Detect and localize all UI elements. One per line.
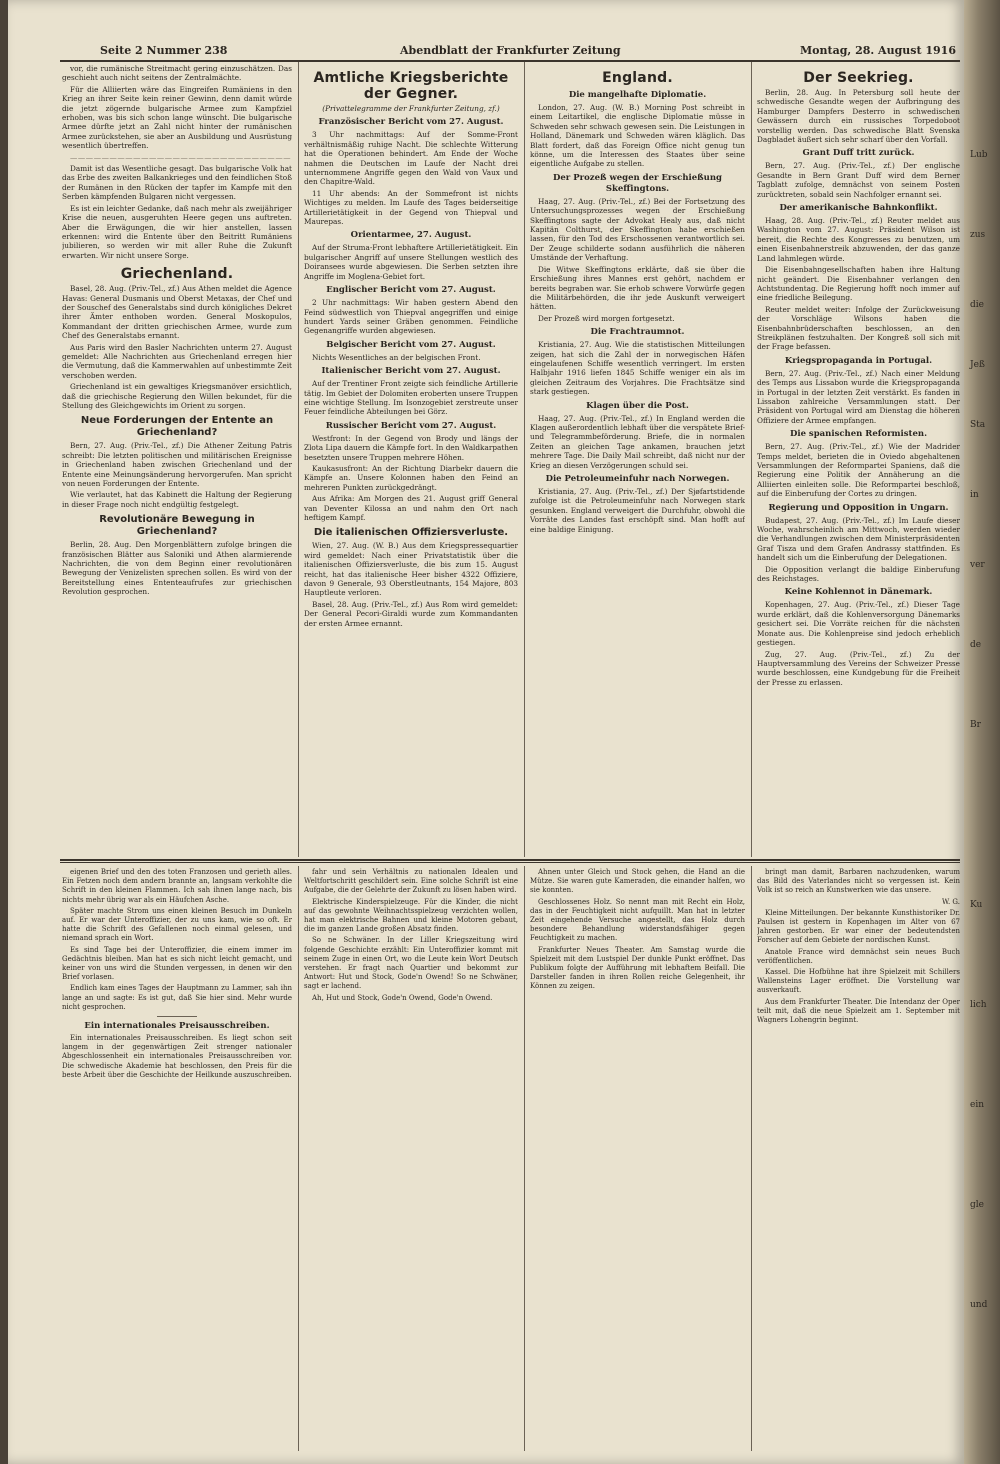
edge-text: ver <box>970 560 985 570</box>
article-paragraph: Es ist ein leichter Gedanke, daß nach mehr als zweijähriger Krise die neuen, ausgeruhten Heere gegen uns auftreten. Aber die Erwägungen, die wir hier anstellen, lassen erkennen: wird die Entente über den Beitritt Rumäniens jubilieren, so werden wir mit aller Ruhe die Zukunft erwarten. Wir nicht unsere Sorge. <box>62 203 292 260</box>
feuilleton-column-2 <box>304 868 518 1450</box>
header-rule <box>60 60 960 62</box>
article-paragraph: Wie verlautet, hat das Kabinett die Haltung der Regierung in dieser Frage noch nicht endgültig festgelegt. <box>62 490 292 509</box>
article-paragraph: Westfront: In der Gegend von Brody und längs der Zlota Lipa dauern die Kämpfe fort. In den Waldkarpathen besetzten unsere Truppen mehrere Höhen. <box>304 433 518 462</box>
feuilleton-paragraph: Anatole France wird demnächst sein neues Buch veröffentlichen. <box>757 947 960 965</box>
article-paragraph: Zug, 27. Aug. (Priv.-Tel., zf.) Zu der Hauptversammlung des Vereins der Schweizer Presse wurde beschlossen, eine Kundgebung für die Freiheit der Presse zu erlassen. <box>757 649 960 687</box>
article-paragraph: Für die Alliierten wäre das Eingreifen Rumäniens in den Krieg an ihrer Seite kein reiner Gewinn, denn damit würde die jetzt zögernde bulgarische Armee zum Kampfziel erhoben, was bis sich schon lange wünscht. Die bulgarische Armee dürfte jetzt an Zahl nicht hinter der rumänischen Armee zurückstehen, sie aber an Ausbildung und Ausrüstung wesentlich übertreffen. <box>62 84 292 151</box>
column-divider <box>524 62 525 857</box>
column-divider <box>298 62 299 857</box>
column-divider <box>751 62 752 857</box>
edge-text: ein <box>970 1100 985 1110</box>
feuilleton-column-3 <box>530 868 745 1450</box>
edge-text: zus <box>970 230 986 240</box>
article-paragraph: Bern, 27. Aug. (Priv.-Tel., zf.) Wie der Madrider Temps meldet, berieten die in Oviedo abgehaltenen Versammlungen der Reformpartei Spaniens, daß die Regierung eine Politik der Annäherung an die Alliierten einleiten solle. Die Reformpartei beschloß, auf die Einberufung der Cortes zu dringen. <box>757 442 960 499</box>
article-paragraph: ———————————————————————————— <box>70 152 292 162</box>
edge-text: Ku <box>970 900 983 910</box>
feuilleton-paragraph: Ein internationales Preisausschreiben. Es liegt schon seit langem in der gegenwärtigen Zeit strenger nationaler Abgeschlossenheit ein internationales Preisausschreiben vor. Die schwedische Akademie hat beschlossen, den Preis für die beste Arbeit über die Geschichte der Heilkunde auszuschreiben. <box>62 1034 292 1079</box>
edge-text: de <box>970 640 982 650</box>
article-paragraph: 11 Uhr abends: An der Sommefront ist nichts Wichtiges zu melden. Im Laufe des Tages beiderseitige Artillerietätigkeit in der Gegend von Thiepval und Maurepas. <box>304 188 518 227</box>
article-paragraph: Haag, 27. Aug. (Priv.-Tel., zf.) In England werden die Klagen außerordentlich lebhaft über die verspätete Brief- und Telegrammbeförderung. Briefe, die in normalen Zeiten an gleichen Tage ankamen, brauchen jetzt mehrere Tage. Die Daily Mail schreibt, daß nicht nur der Krieg an diesen Verzögerungen schuld sei. <box>530 413 745 470</box>
column-divider <box>751 866 752 1451</box>
article-paragraph: Basel, 28. Aug. (Priv.-Tel., zf.) Aus Athen meldet die Agence Havas: General Dusmanis und Oberst Metaxas, der Chef und der Souschef des Generalstabs sind durch königliches Dekret ihrer Ämter enthoben worden. General Moskopulos, Kommandant der dritten griechischen Armee, wurde zum Chef des Generalstabs ernannt. <box>62 284 292 341</box>
newspaper-page <box>8 0 964 1464</box>
section-heading: Die Petroleumeinfuhr nach Norwegen. <box>545 474 730 484</box>
issue-date: Montag, 28. August 1916 <box>800 44 956 57</box>
section-heading: Der Prozeß wegen der Erschießung Skeffingtons. <box>553 172 722 194</box>
article-paragraph: Haag, 28. Aug. (Priv.-Tel., zf.) Reuter meldet aus Washington vom 27. August: Präsident Wilson ist bereit, die Rechte des Kongresses zu benutzen, um einen Eisenbahnerstreik abzuwenden, der das ganze Land lahmlegen würde. <box>757 216 960 263</box>
section-heading: Der amerikanische Bahnkonflikt. <box>779 203 938 214</box>
headline-kriegsberichte: Amtliche Kriegsberichte der Gegner. <box>313 70 509 102</box>
headline-verluste: Die italienischen Offiziersverluste. <box>313 527 509 539</box>
feuilleton-paragraph: eigenen Brief und den des toten Franzosen und gerieth alles. Ein Fetzen noch dem andern brannte an, langsam verkohlte die Schrift in den kleinen Flammen. Ich sah ihnen lange nach, bis nichts mehr übrig war als ein Häufchen Asche. <box>62 868 292 904</box>
section-heading: Italienischer Bericht vom 27. August. <box>321 366 501 377</box>
section-heading: Belgischer Bericht vom 27. August. <box>326 339 496 350</box>
feuilleton-paragraph: Geschlossenes Holz. So nennt man mit Recht ein Holz, das in der Feuchtigkeit nicht aufquillt. Man hat in letzter Zeit eingehende Versuche angestellt, das Holz durch besondere Behandlung widerstandsfähiger gegen Feuchtigkeit zu machen. <box>530 897 745 943</box>
article-paragraph: Aus Paris wird den Basler Nachrichten unterm 27. August gemeldet: Alle Nachrichten aus Griechenland erregen hier die Vermutung, daß die Kammerwahlen auf unbestimmte Zeit verschoben werden. <box>62 342 292 380</box>
article-paragraph: 3 Uhr nachmittags: Auf der Somme-Front verhältnismäßig ruhige Nacht. Die schlechte Witterung hat die Operationen behindert. Am Ende der Woche nahmen die Deutschen im Laufe der Nacht drei unternommene Angriffe gegen den Wald von Vaux und den Chapitre-Wald. <box>304 130 518 187</box>
column-1 <box>62 64 292 856</box>
article-paragraph: Kopenhagen, 27. Aug. (Priv.-Tel., zf.) Dieser Tage wurde erklärt, daß die Kohlenversorgung Dänemarks gesichert sei. Die Vorräte reichen für die nächsten Monate aus. Die Kohlenpreise sind jedoch erheblich gestiegen. <box>757 600 960 648</box>
section-heading: Regierung und Opposition in Ungarn. <box>768 502 949 513</box>
edge-text: Sta <box>970 420 986 430</box>
article-paragraph: Reuter meldet weiter: Infolge der Zurückweisung der Vorschläge Wilsons haben die Eisenbahnbrüderschaften beschlossen, an den Streikplänen festzuhalten. Der Kongreß soll sich mit der Frage befassen. <box>757 304 960 352</box>
article-paragraph: Die Witwe Skeffingtons erklärte, daß sie über die Erschießung ihres Mannes erst gehört, nachdem er bereits begraben war. Sie erhob schwere Vorwürfe gegen die Militärbehörden, die ihr jede Auskunft verweigert hätten. <box>530 264 745 312</box>
section-heading: Grant Duff tritt zurück. <box>802 148 915 159</box>
article-paragraph: Nichts Wesentliches an der belgischen Front. <box>312 352 481 362</box>
section-heading: Ein internationales Preisausschreiben. <box>84 1021 270 1032</box>
article-paragraph: Berlin, 28. Aug. Den Morgenblättern zufolge bringen die französischen Blätter aus Saloniki und Athen alarmierende Nachrichten, die von dem Beginn einer revolutionären Bewegung der Venizelisten sprechen sollen. Es wird von der Bereitstellung eines Ententeaufrufes zur griechischen Revolution gesprochen. <box>62 540 292 597</box>
article-paragraph: Basel, 28. Aug. (Priv.-Tel., zf.) Aus Rom wird gemeldet: Der General Pecori-Giraldi wurde zum Kommandanten der ersten Armee ernannt. <box>304 599 518 628</box>
article-paragraph: Damit ist das Wesentliche gesagt. Das bulgarische Volk hat das Erbe des zweiten Balkankrieges und den feindlichen Stoß der Rumänen in den Rücken der tapfer im Kampfe mit den Serben kämpfenden Bulgaren nicht vergessen. <box>62 164 292 202</box>
article-paragraph: Die Eisenbahngesellschaften haben ihre Haltung nicht geändert. Die Eisenbahner verlangen den Achtstundentag. Die Regierung hofft noch immer auf eine friedliche Beilegung. <box>757 265 960 303</box>
article-paragraph: 2 Uhr nachmittags: Wir haben gestern Abend den Feind südwestlich von Thiepval angegriffen und einige hundert Yards seiner Gräben genommen. Feindliche Gegenangriffe wurden abgewiesen. <box>304 298 518 336</box>
article-paragraph: Auf der Trentiner Front zeigte sich feindliche Artillerie tätig. Im Gebiet der Dolomiten eroberten unsere Truppen eine wichtige Stellung. Im Isonzogebiet zerstreute unser Feuer feindliche Abteilungen bei Görz. <box>304 379 518 417</box>
feuilleton-paragraph: Es sind Tage bei der Unteroffizier, die einem immer im Gedächtnis bleiben. Man hat es sich nicht leicht gemacht, und keiner von uns wird die Stunden vergessen, in denen wir den Brief vorlasen. <box>62 945 292 982</box>
section-heading: Klagen über die Post. <box>586 400 689 411</box>
feuilleton-column-1 <box>62 868 292 1450</box>
author-signature: W. G. <box>942 897 960 906</box>
feuilleton-paragraph: So ne Schwäner. In der Liller Kriegszeitung wird folgende Geschichte erzählt: Ein Unteroffizier kommt mit seinem Zuge in einen Ort, wo die Leute kein Wort Deutsch verstehen. Er fragt nach Quartier und bekommt zur Antwort: Hut und Stock, Gode'n Owend! So ne Schwäner, sagt er lachend. <box>304 936 518 991</box>
section-heading: Die Frachtraumnot. <box>590 327 685 338</box>
headline-griechenland: Griechenland. <box>120 266 234 283</box>
section-heading: Die mangelhafte Diplomatie. <box>568 90 707 100</box>
edge-text: die <box>970 300 984 310</box>
section-heading: Orientarmee, 27. August. <box>350 230 472 241</box>
headline-england: England. <box>602 70 673 86</box>
feuilleton-paragraph: fahr und sein Verhältnis zu nationalen Idealen und Weltfortschritt geschildert sein. Eine solche Schrift ist eine Aufgabe, die der Gelehrte der Zukunft zu lösen haben wird. <box>304 868 518 895</box>
feuilleton-paragraph: Kassel. Die Hofbühne hat ihre Spielzeit mit Schillers Wallensteins Lager eröffnet. Die Vorstellung war ausverkauft. <box>757 968 960 995</box>
article-paragraph: Kristiania, 27. Aug. (Priv.-Tel., zf.) Der Sjøfartstidende zufolge ist die Petroleumeinfuhr nach Norwegen stark gesunken. England verweigert die Durchfuhr, obwohl die Vorräte des Landes fast erschöpft sind. Man hofft auf eine baldige Einigung. <box>530 487 745 534</box>
facing-page-edge <box>964 0 1000 1464</box>
article-paragraph: Griechenland ist ein gewaltiges Kriegsmanöver ersichtlich, daß die griechische Regierung den Willen bekundet, für die Stellung des Gleichgewichts im Orient zu sorgen. <box>62 382 292 410</box>
subheadline: (Privattelegramme der Frankfurter Zeitung, zf.) <box>322 104 500 113</box>
headline-seekrieg: Der Seekrieg. <box>803 70 914 86</box>
section-heading: Russischer Bericht vom 27. August. <box>325 420 497 431</box>
feuilleton-paragraph: Frankfurter Neues Theater. Am Samstag wurde die Spielzeit mit dem Lustspiel Der dunkle Punkt eröffnet. Das Publikum folgte der Aufführung mit lebhaftem Beifall. Die Darsteller fanden in ihren Rollen reiche Gelegenheit, ihr Können zu zeigen. <box>530 945 745 991</box>
feuilleton-column-4 <box>757 868 960 1450</box>
headline-revolution: Revolutionäre Bewegung in Griechenland? <box>99 514 255 538</box>
article-paragraph: Berlin, 28. Aug. In Petersburg soll heute der schwedische Gesandte wegen der Aufbringung des Hamburger Dampfers Desterro in schwedischen Gewässern durch ein russisches Torpedoboot vorstellig werden. Das schwedische Blatt Svenska Dagbladet äußert sich sehr scharf über den Vorfall. <box>757 88 960 145</box>
article-paragraph: vor, die rumänische Streitmacht gering einzuschätzen. Das geschieht auch nicht seitens der Zentralmächte. <box>62 64 292 83</box>
page-header <box>60 40 964 60</box>
edge-text: Lub <box>970 150 988 160</box>
edge-text: Br <box>970 720 981 730</box>
column-divider <box>298 866 299 1451</box>
edge-text: Jeß <box>970 360 985 370</box>
column-4 <box>757 64 960 856</box>
feuilleton-paragraph: Später machte Strom uns einen kleinen Besuch im Dunkeln auf. Er war der Unteroffizier, der zu uns kam, wie so oft. Er hatte die Schrift des Gefallenen noch einmal gelesen, und niemand sprach ein Wort. <box>62 906 292 943</box>
edge-text: gle <box>970 1200 984 1210</box>
edge-text: in <box>970 490 979 500</box>
article-paragraph: Haag, 27. Aug. (Priv.-Tel., zf.) Bei der Fortsetzung des Untersuchungsprozesses wegen der Erschießung Skeffingtons sagte der Advokat Healy aus, daß nicht Kapitän Colthurst, der Skeffington habe erschießen lassen, für den Tod des Erschossenen verantwortlich sei. Der Zeuge schilderte sodann ausführlich die näheren Umstände der Verhaftung. <box>530 196 745 263</box>
article-paragraph: Bern, 27. Aug. (Priv.-Tel., zf.) Der englische Gesandte in Bern Grant Duff wird dem Berner Tagblatt zufolge, demnächst von seinem Posten zurücktreten, sobald sein Nachfolger ernannt sei. <box>757 161 960 199</box>
article-paragraph: Kristiania, 27. Aug. Wie die statistischen Mitteilungen zeigen, hat sich die Zahl der in norwegischen Häfen eingelaufenen Schiffe wesentlich verringert. Im ersten Halbjahr 1916 liefen 1845 Schiffe weniger ein als im gleichen Zeitraum des Vorjahres. Die Frachtsätze sind stark gestiegen. <box>530 340 745 397</box>
feuilleton-paragraph: Endlich kam eines Tages der Hauptmann zu Lammer, sah ihn lange an und sagte: Es ist gut, daß Sie hier sind. Mehr wurde nicht gesprochen. <box>62 984 292 1011</box>
edge-text: und <box>970 1300 988 1310</box>
article-paragraph: Bern, 27. Aug. (Priv.-Tel., zf.) Die Athener Zeitung Patris schreibt: Die letzten politischen und militärischen Ereignisse in Griechenland haben zwischen Griechenland und der Entente eine Meinungsänderung hervorgerufen. Man spricht von neuen Forderungen der Entente. <box>62 441 292 489</box>
headline-forderungen: Neue Forderungen der Entente an Griechenland? <box>80 415 274 439</box>
section-heading: Kriegspropaganda in Portugal. <box>784 355 933 366</box>
article-paragraph: London, 27. Aug. (W. B.) Morning Post schreibt in einem Leitartikel, die englische Diplomatie müsse in Schweden sehr schwach gewesen sein. Die Leistungen in Holland, Dänemark und Schweden wären kläglich. Das Blatt fordert, daß das Foreign Office nicht genug tun könne, um die Interessen des Staates über seine eigentliche Aufgabe zu stellen. <box>530 103 745 169</box>
divider <box>157 1016 197 1017</box>
article-paragraph: Bern, 27. Aug. (Priv.-Tel., zf.) Nach einer Meldung des Temps aus Lissabon wurde die Kriegspropaganda in Portugal in der letzten Zeit verstärkt. Es fanden in Lissabon zahlreiche Versammlungen statt. Der Präsident von Portugal wird am Dienstag die höheren Offiziere der Armee empfangen. <box>757 368 960 425</box>
column-2 <box>304 64 518 856</box>
masthead-title: Abendblatt der Frankfurter Zeitung <box>400 44 621 57</box>
feuilleton-paragraph: Kleine Mitteilungen. Der bekannte Kunsthistoriker Dr. Paulsen ist gestern in Kopenhagen im Alter von 67 Jahren gestorben. Er war einer der bedeutendsten Forscher auf dem Gebiete der nordischen Kunst. <box>757 908 960 945</box>
section-heading: Französischer Bericht vom 27. August. <box>318 117 504 128</box>
feuilleton-paragraph: Ah, Hut und Stock, Gode'n Owend, Gode'n Owend. <box>312 993 493 1002</box>
page-number: Seite 2 Nummer 238 <box>100 44 228 57</box>
column-divider <box>524 866 525 1451</box>
feuilleton-rule <box>60 862 960 863</box>
section-heading: Englischer Bericht vom 27. August. <box>326 285 496 296</box>
article-paragraph: Aus Afrika: Am Morgen des 21. August griff General van Deventer Kilossa an und nahm den Ort nach heftigem Kampf. <box>304 494 518 522</box>
feuilleton-paragraph: Elektrische Kinderspielzeuge. Für die Kinder, die nicht auf das gewohnte Weihnachtsspielzeug verzichten wollen, hat man elektrische Bahnen und kleine Motoren gebaut, die im ganzen Lande großen Absatz finden. <box>304 897 518 934</box>
article-paragraph: Der Prozeß wird morgen fortgesetzt. <box>538 313 675 323</box>
article-paragraph: Kaukasusfront: An der Richtung Diarbekr dauern die Kämpfe an. Unsere Kolonnen haben den Feind an mehreren Punkten zurückgedrängt. <box>304 463 518 492</box>
feuilleton-paragraph: bringt man damit, Barbaren nachzudenken, warum das Bild des Vaterlandes nicht so vergessen ist. Kein Volk ist so reich an Kunstwerken wie das unsere. <box>757 868 960 895</box>
feuilleton-paragraph: Ahnen unter Gleich und Stock gehen, die Hand an die Mütze. Sie waren gute Kameraden, die einander halfen, wo sie konnten. <box>530 868 745 895</box>
edge-text: lich <box>970 1000 987 1010</box>
article-paragraph: Wien, 27. Aug. (W. B.) Aus dem Kriegspressequartier wird gemeldet: Nach einer Privatstatistik über die italienischen Offiziersverluste, die bis zum 15. August reicht, hat das italienische Heer bisher 4322 Offiziere, davon 9 Generale, 93 Oberstleutnants, 154 Majore, 803 Hauptleute verloren. <box>304 541 518 598</box>
feuilleton-rule <box>60 859 960 861</box>
column-3 <box>530 64 745 856</box>
article-paragraph: Budapest, 27. Aug. (Priv.-Tel., zf.) Im Laufe dieser Woche, wahrscheinlich am Mittwoch, werden wieder die Verhandlungen zwischen dem Ministerpräsidenten Graf Tisza und dem Grafen Andrassy stattfinden. Es handelt sich um die Einberufung der Delegationen. <box>757 515 960 563</box>
article-paragraph: Die Opposition verlangt die baldige Einberufung des Reichstages. <box>757 564 960 584</box>
article-paragraph: Auf der Struma-Front lebhaftere Artillerietätigkeit. Ein bulgarischer Angriff auf unsere Stellungen westlich des Doiransees wurde abgewiesen. Die Serben setzten ihre Angriffe im Moglena-Gebiet fort. <box>304 243 518 281</box>
section-heading: Die spanischen Reformisten. <box>789 429 928 440</box>
section-heading: Keine Kohlennot in Dänemark. <box>784 587 933 598</box>
feuilleton-paragraph: Aus dem Frankfurter Theater. Die Intendanz der Oper teilt mit, daß die neue Spielzeit am 1. September mit Wagners Lohengrin beginnt. <box>757 997 960 1025</box>
